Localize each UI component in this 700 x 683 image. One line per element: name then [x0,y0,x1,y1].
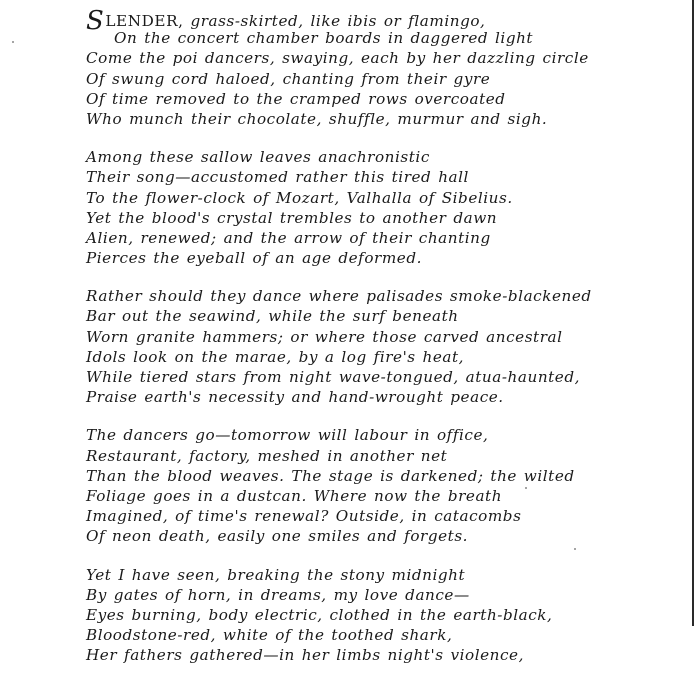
poem-line: Than the blood weaves. The stage is darkened; the wilted [86,466,575,485]
poem-line: Yet I have seen, breaking the stony midnight [86,565,466,584]
poem-line: Of neon death, easily one smiles and forgets. [86,527,469,546]
poem-line: Alien, renewed; and the arrow of their chanting [86,228,491,247]
poem-opening-line [86,6,686,36]
stanza-1 [86,8,686,129]
poem-text [86,8,686,683]
stanza-3 [86,286,686,407]
poem-line: Bloodstone-red, white of the toothed shark, [86,626,453,645]
poem-line: Worn granite hammers; or where those carved ancestral [86,327,563,346]
poem-line: By gates of horn, in dreams, my love dance— [86,585,470,604]
poem-line: Rather should they dance where palisades smoke-blackened [86,287,592,306]
stanza-2 [86,147,686,268]
poem-line: Her fathers gathered—in her limbs night's violence, [86,646,524,665]
stanza-4 [86,425,686,546]
poem-line: Foliage goes in a dustcan. Where now the breath [86,486,503,505]
opening-line-rest: grass-skirted, like ibis or flamingo, [183,12,486,30]
poem-line: Yet the blood's crystal trembles to another dawn [86,208,498,227]
page-edge-rule [692,0,694,626]
drop-cap: S [86,6,105,36]
poem-line: Of swung cord haloed, chanting from their gyre [86,69,491,88]
poem-line: Of time removed to the cramped rows overcoated [86,89,506,108]
poem-line: Who munch their chocolate, shuffle, murmur and sigh. [86,109,548,128]
stanza-5 [86,565,686,666]
poem-line: Praise earth's necessity and hand-wrought peace. [86,388,504,407]
opening-word-rest: LENDER, [105,12,184,30]
poem-line: On the concert chamber boards in daggered light [114,29,534,48]
poem-line: Pierces the eyeball of an age deformed. [86,249,422,268]
poem-line: Bar out the seawind, while the surf beneath [86,307,459,326]
poem-line: Restaurant, factory, meshed in another net [86,446,448,465]
poem-line: Among these sallow leaves anachronistic [86,148,430,167]
poem-line: To the flower-clock of Mozart, Valhalla of Sibelius. [86,188,513,207]
scan-speck [12,41,14,43]
poem-line: Come the poi dancers, swaying, each by her dazzling circle [86,49,589,68]
poem-line: While tiered stars from night wave-tongued, atua-haunted, [86,368,580,386]
poem-line: Their song—accustomed rather this tired hall [86,168,469,187]
poem-line: Idols look on the marae, by a log fire's heat, [86,347,465,366]
poem-line: Imagined, of time's renewal? Outside, in catacombs [86,507,522,526]
poem-line: The dancers go—tomorrow will labour in office, [86,426,489,445]
poem-line: Eyes burning, body electric, clothed in the earth-black, [86,605,553,624]
